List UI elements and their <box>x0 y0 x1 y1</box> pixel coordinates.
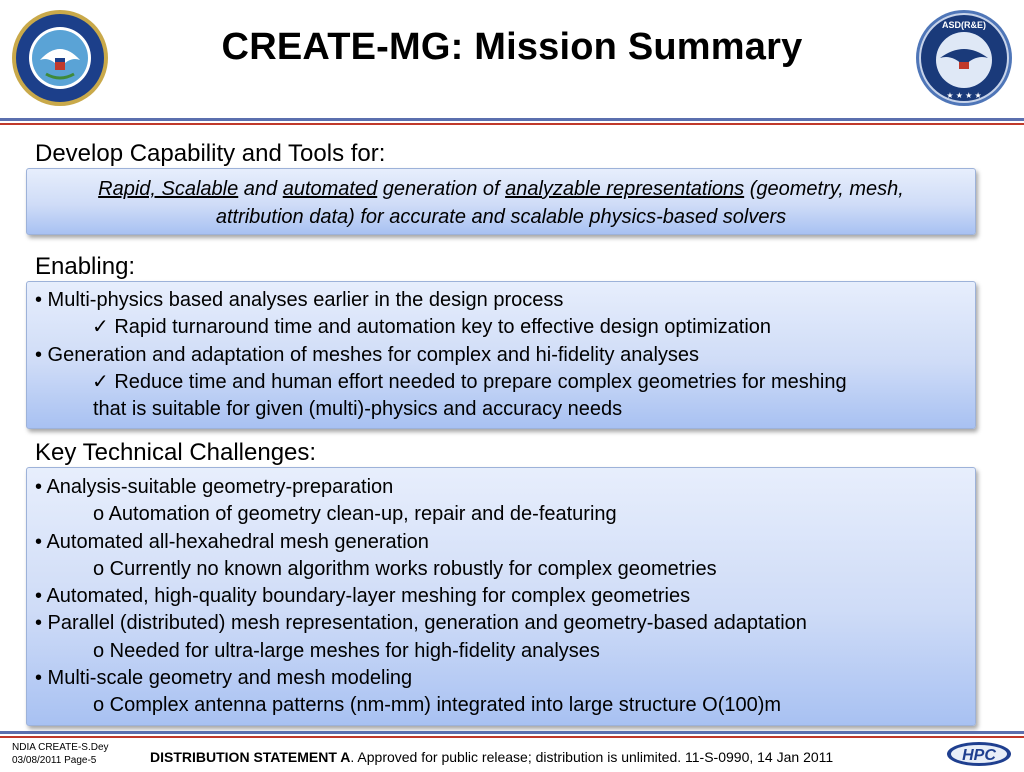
distribution-label: DISTRIBUTION STATEMENT A <box>150 749 351 765</box>
list-item: o Currently no known algorithm works robustly for complex geometries <box>93 557 717 580</box>
emph-automated: automated <box>282 178 378 200</box>
develop-text <box>27 169 975 231</box>
emph-analyzable-representations: analyzable representations <box>505 178 745 200</box>
list-item: o Complex antenna patterns (nm-mm) integrated into large structure O(100)m <box>93 694 782 717</box>
list-item: • Analysis-suitable geometry-preparation <box>35 476 394 498</box>
asd-re-seal-label: ASD(R&E) <box>942 20 986 30</box>
footer-author: NDIA CREATE-S.Dey <box>12 742 109 753</box>
develop-text-part: (geometry, mesh, <box>744 178 904 200</box>
section-heading-develop: Develop Capability and Tools for: <box>35 140 386 167</box>
footer-meta <box>12 741 109 767</box>
list-item: • Automated, high-quality boundary-layer meshing for complex geometries <box>35 585 691 608</box>
bottom-divider-blue <box>0 731 1024 734</box>
enabling-box <box>26 281 976 429</box>
page-title: CREATE-MG: Mission Summary <box>221 26 803 68</box>
list-item: • Multi-physics based analyses earlier in the design process <box>35 289 564 311</box>
list-item: ✓ Reduce time and human effort needed to prepare complex geometries for meshing <box>92 370 847 393</box>
list-item: • Parallel (distributed) mesh representation, generation and geometry-based adaptation <box>35 612 807 635</box>
list-item: • Generation and adaptation of meshes for complex and hi-fidelity analyses <box>35 343 700 366</box>
distribution-statement <box>150 749 833 765</box>
list-item: o Automation of geometry clean-up, repair and de-featuring <box>93 503 617 526</box>
hpc-logo-icon <box>946 741 1012 767</box>
develop-line-1 <box>27 175 975 203</box>
distribution-text: . Approved for public release; distribution is unlimited. 11-S-0990, 14 Jan 2011 <box>350 749 834 765</box>
develop-text-part: and <box>238 178 283 200</box>
develop-text-part: generation of <box>377 178 506 200</box>
section-heading-challenges: Key Technical Challenges: <box>35 439 317 466</box>
list-item: • Multi-scale geometry and mesh modeling <box>35 667 413 690</box>
challenges-box <box>26 467 976 726</box>
develop-box <box>26 168 976 235</box>
svg-text:★ ★ ★ ★: ★ ★ ★ ★ <box>946 91 982 100</box>
footer-date-page: 03/08/2011 Page-5 <box>12 755 97 766</box>
top-divider-blue <box>0 118 1024 121</box>
top-divider-red <box>0 123 1024 125</box>
list-item: that is suitable for given (multi)-physics and accuracy needs <box>93 398 623 421</box>
list-item: ✓ Rapid turnaround time and automation key to effective design optimization <box>92 316 772 339</box>
develop-line-2: attribution data) for accurate and scalable physics-based solvers <box>215 206 787 228</box>
list-item: o Needed for ultra-large meshes for high-fidelity analyses <box>93 639 600 662</box>
hpc-logo-text: HPC <box>962 747 996 764</box>
bottom-divider-red <box>0 736 1024 738</box>
emph-rapid-scalable: Rapid, Scalable <box>98 178 239 200</box>
section-heading-enabling: Enabling: <box>35 253 136 280</box>
list-item: • Automated all-hexahedral mesh generation <box>35 530 429 553</box>
